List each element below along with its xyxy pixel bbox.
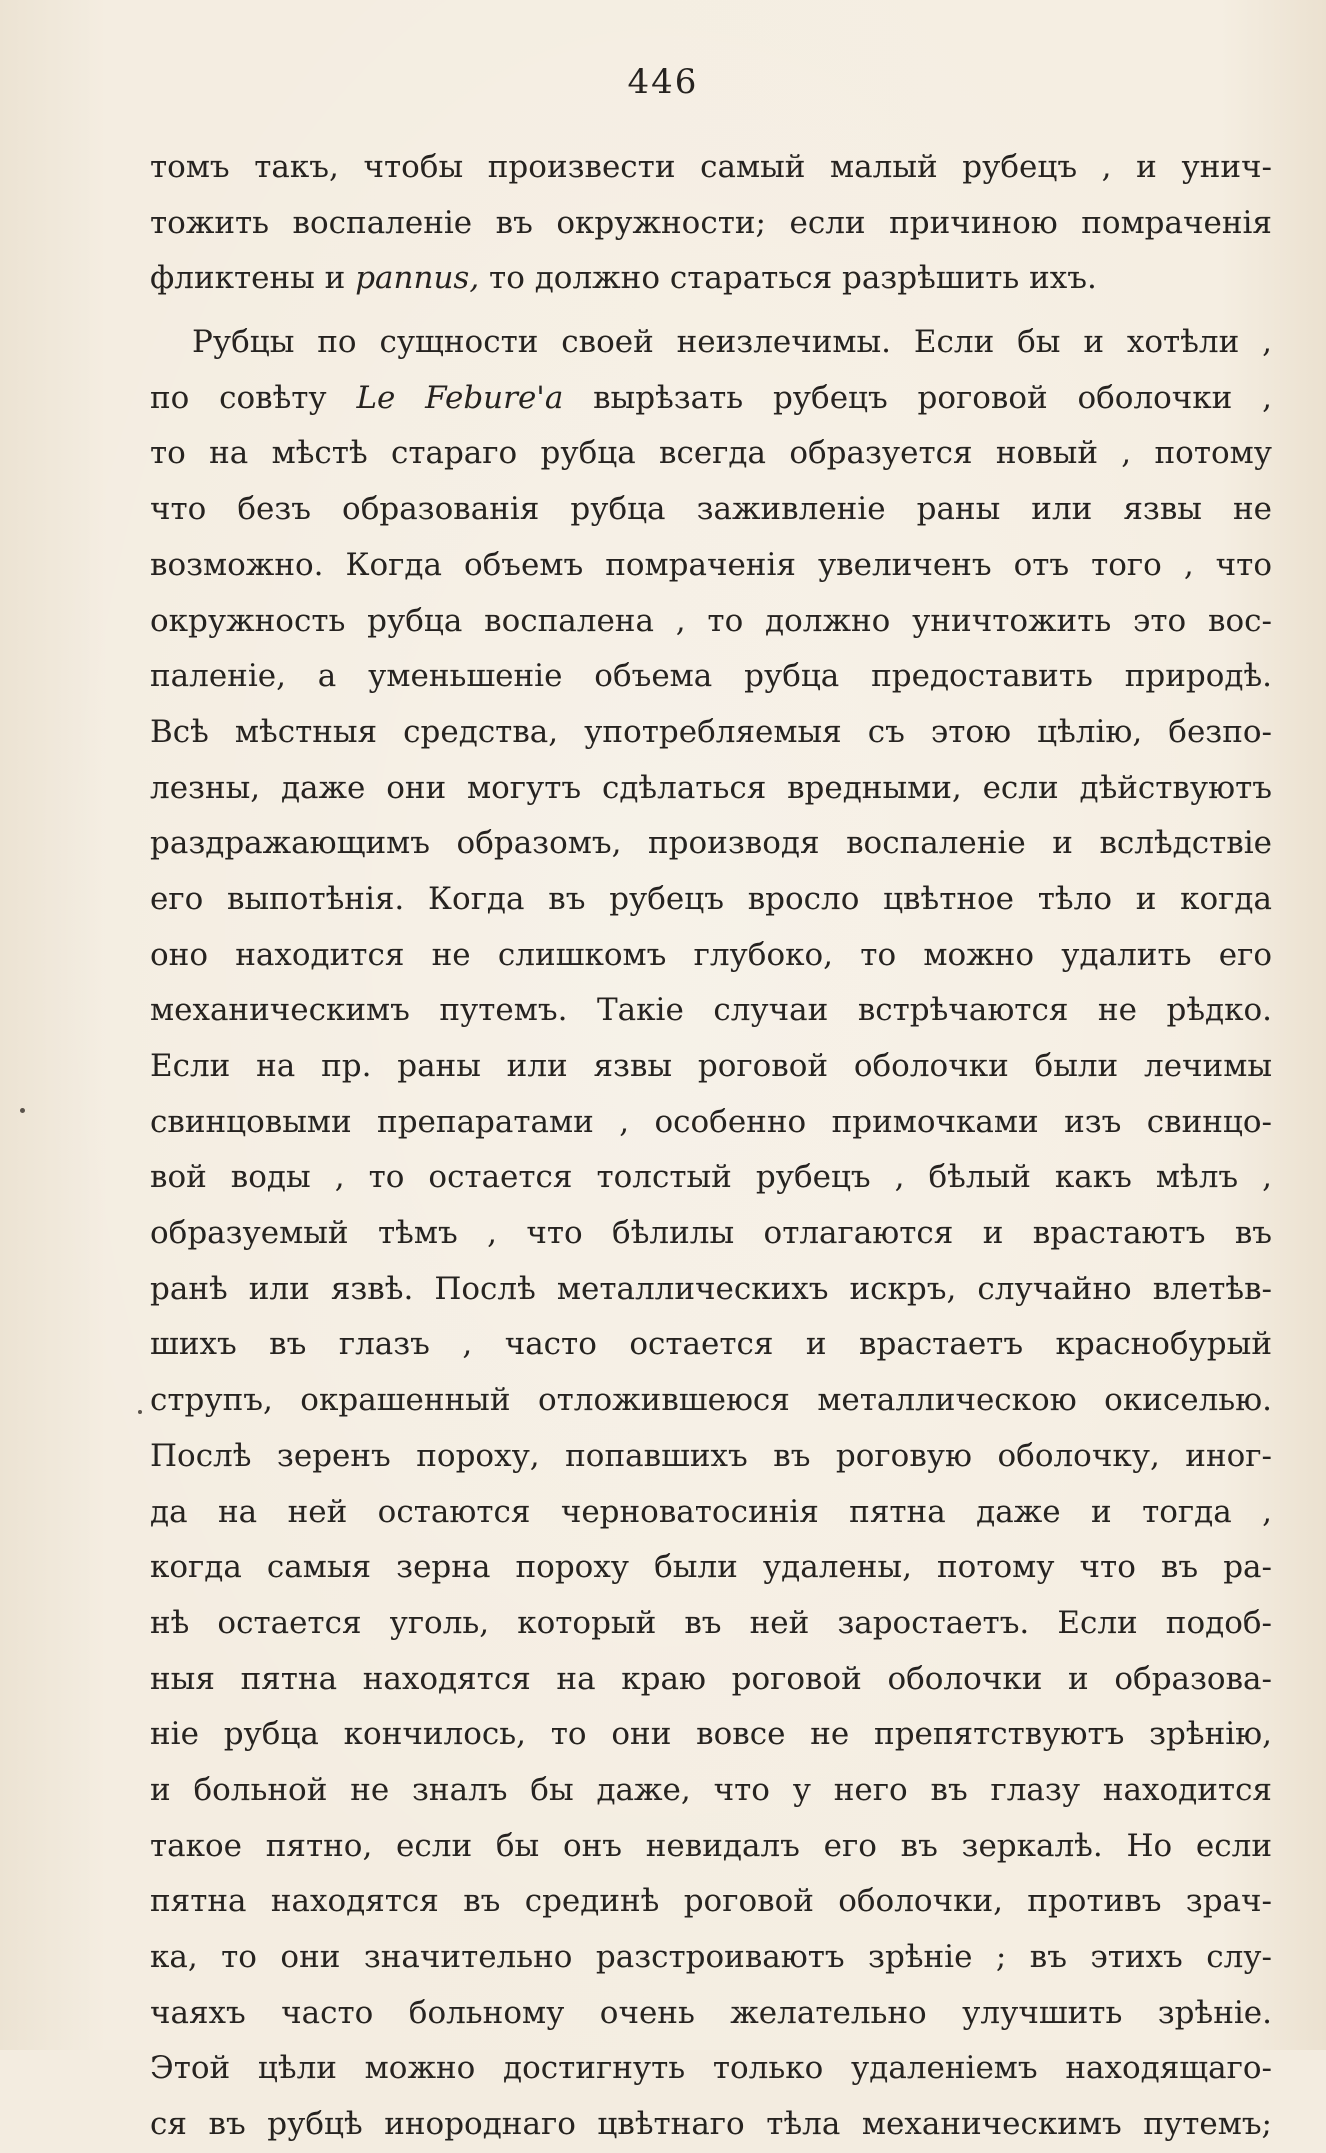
text-line: лезны, даже они могутъ сдѣлаться вредными, если дѣйствуютъ <box>150 769 1272 806</box>
text-line: Рубцы по сущности своей неизлечимы. Если бы и хотѣли , <box>192 324 1272 361</box>
text-line: его выпотѣнія. Когда въ рубецъ вросло цвѣтное тѣло и когда <box>150 880 1272 917</box>
text-line: ніе рубца кончилось, то они вовсе не препятствуютъ зрѣнію, <box>150 1716 1272 1753</box>
text-line: оно находится не слишкомъ глубоко, то можно удалить его <box>150 936 1272 973</box>
text-line: раздражающимъ образомъ, производя воспаленіе и вслѣдствіе <box>150 825 1272 862</box>
text-line: вой воды , то остается толстый рубецъ , бѣлый какъ мѣлъ , <box>150 1159 1272 1196</box>
text-line: окружность рубца воспалена , то должно уничтожить это вос- <box>150 602 1272 639</box>
text-segment: то должно стараться разрѣшить ихъ. <box>479 260 1097 297</box>
text-line: паленіе, а уменьшеніе объема рубца предоставить природѣ. <box>150 658 1272 695</box>
text-line: возможно. Когда объемъ помраченія увеличенъ отъ того , что <box>150 546 1272 583</box>
text-line: ка, то они значительно разстроиваютъ зрѣніе ; въ этихъ слу- <box>150 1939 1272 1975</box>
text-line: нѣ остается уголь, который въ ней заростаетъ. Если подоб- <box>150 1604 1272 1641</box>
text-line: ся въ рубцѣ инороднаго цвѣтнаго тѣла механическимъ путемъ; <box>150 2106 1272 2143</box>
text-line: такое пятно, если бы онъ невидалъ его въ зеркалѣ. Но если <box>150 1827 1272 1864</box>
text-line: чаяхъ часто больному очень желательно улучшить зрѣніе. <box>150 1994 1272 2031</box>
text-line <box>150 371 1272 427</box>
text-line: механическимъ путемъ. Такіе случаи встрѣчаются не рѣдко. <box>150 992 1272 1029</box>
text-line: Всѣ мѣстныя средства, употребляемыя съ этою цѣлію, безпо- <box>150 713 1272 750</box>
text-line: ныя пятна находятся на краю роговой оболочки и образова- <box>150 1660 1272 1697</box>
body-text <box>150 140 1272 2153</box>
text-line: что безъ образованія рубца заживленіе раны или язвы не <box>150 491 1272 528</box>
text-line: когда самыя зерна пороху были удалены, потому что въ ра- <box>150 1549 1272 1586</box>
paragraph-gap <box>150 307 1272 315</box>
latin-term: pannus, <box>355 260 480 297</box>
text-segment: вырѣзать рубецъ роговой оболочки , <box>563 379 1272 416</box>
paper-speck <box>138 1410 142 1414</box>
text-line: Если на пр. раны или язвы роговой оболочки были лечимы <box>150 1048 1272 1084</box>
text-segment: по совѣту <box>150 379 357 416</box>
author-name: Le Febure'a <box>356 379 564 416</box>
text-line: томъ такъ, чтобы произвести самый малый рубецъ , и унич- <box>150 149 1272 185</box>
paper-speck <box>20 1108 25 1113</box>
text-line: свинцовыми препаратами , особенно примочками изъ свинцо- <box>150 1103 1272 1140</box>
text-line: Этой цѣли можно достигнуть только удаленіемъ находящаго- <box>150 2050 1272 2087</box>
text-line: образуемый тѣмъ , что бѣлилы отлагаются и врастаютъ въ <box>150 1215 1272 1252</box>
text-line: пятна находятся въ срединѣ роговой оболочки, противъ зрач- <box>150 1883 1272 1920</box>
text-line: струпъ, окрашенный отложившеюся металлическою окиселью. <box>150 1382 1272 1419</box>
text-segment: фликтены и <box>150 260 356 297</box>
text-line: да на ней остаются черноватосинія пятна даже и тогда , <box>150 1493 1272 1530</box>
text-line: Послѣ зеренъ пороху, попавшихъ въ роговую оболочку, иног- <box>150 1437 1272 1474</box>
page-number: 446 <box>627 62 699 102</box>
text-line: то на мѣстѣ стараго рубца всегда образуется новый , потому <box>150 435 1272 472</box>
text-line: шихъ въ глазъ , часто остается и врастаетъ краснобурый <box>150 1326 1272 1363</box>
text-line: тожить воспаленіе въ окружности; если причиною помраченія <box>150 204 1272 241</box>
text-line <box>150 251 1272 307</box>
text-line: ранѣ или язвѣ. Послѣ металлическихъ искръ, случайно влетѣв- <box>150 1270 1272 1307</box>
text-line: и больной не зналъ бы даже, что у него въ глазу находится <box>150 1771 1272 1808</box>
